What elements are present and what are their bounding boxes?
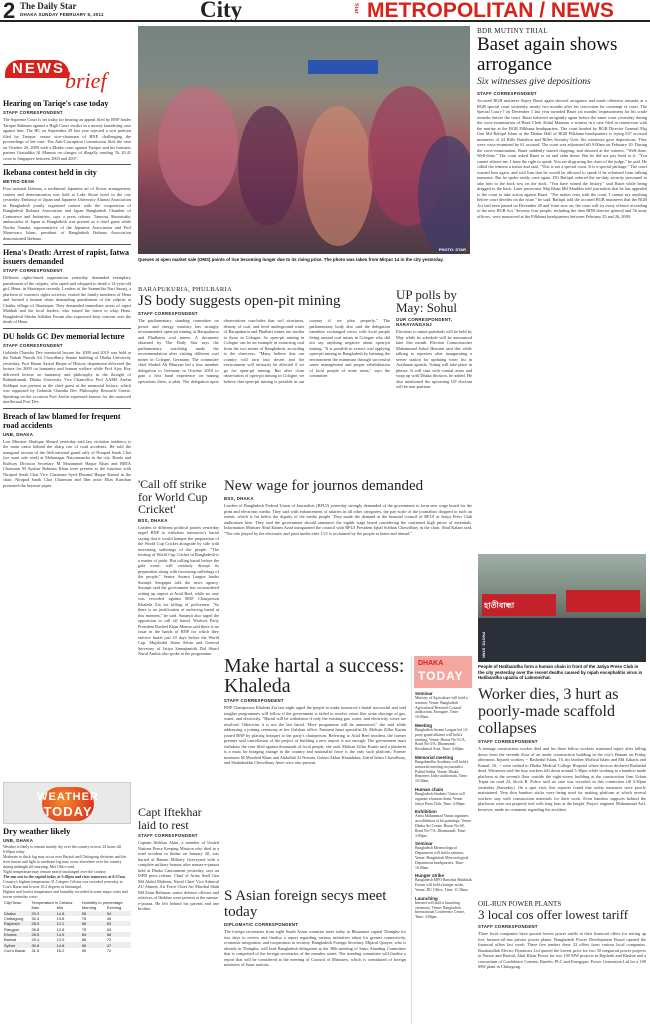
brief-body: Law Minister Shafique Ahmed yesterday said law violation tendency is the main cause behind the sharp rise of road accidents. He told the inaugural session of the fifth national grand rally of Nirapad Sarak Chai (we want safe road) at Mohanagar Natyamancha in the city. Roads and Railway Division Secretary M Mozammel Haque Khan and BRTA Chairman M Ayubur Rahman Khan were present at the function with Nirapad Sarak Chai Vice Chairman Syed Ebsanul Haque Kamal in the chair. Nirapad Sarak Chai Chairman and film actor Elias Kanchan presented the keynote paper. bbox=[3, 438, 131, 488]
divider bbox=[3, 244, 131, 245]
wage-article bbox=[224, 478, 472, 643]
table-cell: Khulna bbox=[4, 931, 17, 937]
hartal-body: BNP Chairperson Khaleda Zia last night urged the people to make tomorrow's hartal successful and said tougher programmes will follow if the government is failed to resolve crises like acute shortage of gas, water, and electricity. "Hartal will be withdrawn if only the existing gas, water, and electricity crises are resolved. Otherwise it is not the last hartal. More programme will be announced," she said while addressing a joining ceremony at her Gulshan office. Eminent heart specialist Dr Mohsin Zillur Karim joined BNP by placing bouquet to the party's chairperson. Referring to Arial Beel incident, the former premier said cancellation of the project of building a new airport is not enough. The government must withdraw the case filed against thousands of local people, she said. Mohsin Zillur Karim said a platform is a must for bringing change in the country and nationalist force is the only such platform. Former ministers M Morshed Khan and Abdullah Al Noman, Golam Akbar Khandaker, Zafrul Islam Chowdhury, and Shahiduddin Chowdhury Anee were also present. bbox=[224, 705, 406, 765]
weather-table bbox=[3, 900, 131, 953]
oil-body: Three local companies have quoted lowest power tariffs in their financial offers for setting up five furnace-oil-run private power plants. Bangladesh Power Development Board opened the financial offers last week. These five tenders drew 23 offers from various local companies. Barakatullah Electro Dynamics Ltd quoted the lowest price for two 50 megawatt power projects in Natore and Barisal, Abul Khair Power for two 100 MW projects in Rajshahi and Khulna and a consortium of Confidence Cement, Burelec PLC and Energypac Power Generation Ltd for a 100 MW plant in Chittagong. bbox=[478, 931, 646, 969]
table-cell: 63 bbox=[106, 926, 112, 932]
event-detail: Bangladesh Meteorological Department will hold a seminar, Venue: Bangladesh Meteorological Department headquarters, Time: 10:00am. bbox=[415, 846, 469, 870]
weather-sub-morning: Morning bbox=[81, 905, 97, 911]
brief-headline: Hena's Death: Arrest of rapist, fatwa issuers demanded bbox=[3, 248, 130, 266]
table-cell: 75 bbox=[81, 916, 87, 922]
photo-crowd-svg bbox=[138, 26, 470, 254]
oms-queue-photo bbox=[138, 26, 470, 254]
table-cell: 14.8 bbox=[56, 942, 65, 948]
event-detail: Bangladesh MPO Banchita Shikkhak Forum will hold a hunger strike, Venue: DU Office, Time: 11:30am. bbox=[415, 878, 472, 892]
bdr-article bbox=[477, 27, 647, 557]
cwc-article bbox=[138, 478, 219, 803]
brief-byline: METRO DESK bbox=[3, 179, 35, 184]
brief-headline: DU holds GC Dev memorial lecture bbox=[3, 331, 125, 341]
dateline: DHAKA SUNDAY FEBRUARY 6, 2011 bbox=[20, 12, 104, 17]
newspaper-name: The Daily Star bbox=[20, 1, 77, 11]
brief-item bbox=[3, 328, 131, 405]
table-cell: 16.2 bbox=[56, 947, 65, 953]
weather-byline: UNB, DHAKA bbox=[3, 838, 34, 843]
table-cell: 13.9 bbox=[56, 937, 65, 943]
table-cell: 14.8 bbox=[56, 910, 65, 916]
dhaka-today-box bbox=[411, 656, 472, 1024]
event-type: Seminar bbox=[415, 841, 433, 847]
page-number: 2 bbox=[3, 0, 16, 23]
bdr-byline: STAFF CORRESPONDENT bbox=[477, 91, 537, 96]
hartal-byline: STAFF CORRESPONDENT bbox=[224, 698, 284, 703]
table-cell: 45 bbox=[106, 916, 112, 922]
jsbody-byline: STAFF CORRESPONDENT bbox=[138, 311, 198, 316]
table-cell: 28.5 bbox=[31, 931, 40, 937]
table-cell: 14.5 bbox=[56, 931, 65, 937]
wage-byline: BSS, DHAKA bbox=[224, 496, 254, 501]
photo2-caption: People of Hatibandha form a human chain in front of the Jatiya Press Club in the city yesterday over the recent deaths caused by nipah encephalitis virus in Hatibandha upazila of Lalmonirhat. bbox=[478, 664, 643, 680]
wage-body: Leaders of Bangladesh Federal Union of Journalists (BFUJ) yesterday strongly demanded of the government to form new wage board for the print and electronic media. They said with enhancement of salaries in all other categories, the pay-scale of the journalists dropped to such an extent, which is far below the dignity of the media people. They made the demand at the biennial council of BFUJ at Jatiya Press Club auditorium here. They said the government should announce the eighth wage board considering the continued high prices of essentials. Information Minister Abul Kalam Azad inaugurated the council with BFUJ President Iqbal Sobhan Chowdhury in the chair. Abul Kalam said, "The role played by the electronic and print media after 1/11 is acclaimed by the people at home and abroad." bbox=[224, 503, 472, 536]
table-cell: Cox's Bazar bbox=[4, 947, 26, 953]
weather-sub-min: Min bbox=[56, 905, 64, 911]
weather-logo-1: WEATHER bbox=[37, 791, 99, 803]
worker-body: A teenage construction worker died and his three fellow workers sustained injury after falling down from the seventh floor of an under construction building in the city's Banani on Friday afternoon. Injured workers -- Rashedul Islam, 16, his brother Mofizul Islam and Md Zakaria and Kamal, 16, -- were rushed to Dhaka Medical College Hospital where doctors declared Rashedul dead. Witnesses said the four workers fell down around 5:30pm while working at a bamboo made platform at the seventh floor outside the eight-storey building at the construction firm Urban Topaz on road 23, block B. Police said no case was recorded in this connection till 3:30pm yesterday (Saturday). On a spot visit, this reporter found that safety measures were poorly maintained. Very thin bamboo sticks were being used for making platform at which several workers stay with construction materials for their work. Even bamboo supports behind the platforms were not properly tied with long bars at the height. Project engineer Mohammad Arif, however, made no comment regarding the accident. bbox=[478, 746, 646, 812]
event-detail: Internet will hold a launching ceremony, Venue: Bangladesh International Conference Centre, Time: 4:00pm. bbox=[415, 900, 465, 920]
brief-byline: STAFF CORRESPONDENT bbox=[3, 110, 63, 115]
up-byline: OUR CORRESPONDENT, NARAYANGANJ bbox=[396, 317, 453, 327]
brief-headline: Hearing on Tariqe's case today bbox=[3, 99, 109, 108]
oil-byline: STAFF CORRESPONDENT bbox=[478, 924, 538, 929]
up-body: Elections to union parishads will be held by May while its schedule will be announced later this month. Election Commissioner Muhammad Sohul Hussain said this while talking to reporters after inaugurating a server station for updating voter list in Araihazar upazila. Voting will take place in phases. It will start with coastal areas and wrap up with Dhaka division, he added. He also mentioned the upcoming UP election will be non-partisan. bbox=[396, 329, 472, 389]
worker-byline: STAFF CORRESPONDENT bbox=[478, 739, 538, 744]
table-row bbox=[3, 948, 131, 953]
table-cell: 86 bbox=[81, 937, 87, 943]
iftekhar-article bbox=[138, 806, 219, 1024]
table-cell: 55 bbox=[81, 910, 87, 916]
weather-logo-2: TODAY bbox=[43, 804, 93, 819]
dhaka-today-logo bbox=[414, 656, 472, 688]
divider bbox=[3, 328, 131, 329]
weather-line: The sun sets in the capital today at 5:48pm and rises tomorrow at 6:37am. bbox=[3, 875, 126, 879]
brief-headline: Ikebana contest held in city bbox=[3, 168, 97, 177]
event-type: Hunger strike bbox=[415, 873, 445, 879]
table-cell: 85 bbox=[81, 921, 87, 927]
brief-item bbox=[3, 408, 131, 489]
event-type: Seminar bbox=[415, 691, 433, 696]
event-detail: Ministry of Agriculture will hold a seminar, Venue: Bangladesh Agricultural Research Council auditorium, Farmgate, Time: 10:00am. bbox=[415, 696, 468, 720]
jsbody-article bbox=[138, 286, 390, 474]
brief-item bbox=[3, 164, 131, 241]
event-detail: Bangladesh Students' Union will organise a human chain, Venue: Jatiya Press Club, Time: 4:00pm. bbox=[415, 791, 466, 806]
event-detail: Bangladesh Awami League led 14-party grand alliance will hold a meeting, Venue: House No-51/A, Road No-3/A, Dhanmondi Residential Area, Time: 4:00pm. bbox=[415, 727, 469, 752]
table-cell: 47 bbox=[106, 942, 112, 948]
brief-byline: UNB, DHAKA bbox=[3, 431, 34, 437]
table-cell: 84 bbox=[81, 931, 87, 937]
saarc-headline: S Asian foreign secys meet today bbox=[224, 888, 387, 920]
weather-line: Weather is likely to remain mainly dry over the country in next 24 hours till 6:00pm today. bbox=[3, 845, 121, 854]
cwc-headline: 'Call off strike for World Cup Cricket' bbox=[138, 478, 208, 516]
brief-item bbox=[3, 244, 131, 325]
divider bbox=[3, 164, 131, 165]
bdr-kicker: BDR MUTINY TRIAL bbox=[477, 27, 548, 35]
table-cell: 56 bbox=[81, 942, 87, 948]
up-headline: UP polls by May: Sohul bbox=[396, 288, 458, 315]
event-type: Memorial meeting bbox=[415, 754, 454, 760]
worker-article bbox=[478, 686, 646, 896]
table-cell: 28.5 bbox=[31, 921, 40, 927]
iftekhar-body: Captain Iftekhar Alam, a member of United Nations Peace Keeping Mission who died in a road accident in Sudan on January 30, was buried at Banani Military Graveyard with a complete military honour after namaz-e-janaza held at Dhaka Cantonment yesterday, says an ISPR press release. Chief of Army Staff Gen Md Abdul Mubeen, Naval Chief Vice Admiral ZU Ahmed, Air Force Chief Air Marshal Shah Md Ziaur Rahman, senior defence officers and relatives of Iftekhar were present at the namaz-e-janaza. He left behind his parents and one brother. bbox=[138, 840, 219, 911]
table-cell: 29.4 bbox=[31, 937, 40, 943]
weather-line: Moderate to thick fog may occur over Barisal and Chittagong divisions and the river basins and light to moderate fog may occur elsewhere over the country during midnight till morning, Met Office said. bbox=[3, 855, 127, 869]
saarc-article bbox=[224, 888, 406, 1024]
hartal-headline: Make hartal a success: Khaleda bbox=[224, 656, 405, 697]
news-in-brief-column bbox=[3, 56, 131, 776]
dhaka-today-l1: DHAKA bbox=[418, 660, 444, 667]
bdr-headline: Baset again shows arrogance bbox=[477, 34, 618, 75]
oil-article bbox=[478, 900, 646, 1024]
saarc-byline: DIPLOMATIC CORRESPONDENT bbox=[224, 922, 299, 927]
brief-body: The Supreme Court is set today for hearing an appeal filed by BNP leader Tarique Rahman against a High Court verdict in a money laundering case against him. The HC on September 29 last year rejected a writ petition filed by Tarique, senior vice-chairman of BNP, challenging the proceedings of the case. The Anti-Corruption Commission filed the case on October 26, 2009 with a Dhaka court against Tarique and his business partner Giasuddin Al Mamun on charges of illegally sending Tk 20.41 crore to Singapore between 2003 and 2007. bbox=[3, 117, 131, 161]
weather-headline: Dry weather likely bbox=[3, 826, 71, 836]
saarc-body: The foreign secretaries from eight South Asian countries meet today in Bhutanese capital Thimphu for two days to review and finalise a report regarding various initiatives taken for greater connectivity, economic integration, and cooperation in security. Bangladesh Foreign Secretary Mijarul Quayes, who is already in Thimphu, will lead Bangladesh delegation at the 38th meeting of Saarc Standing Committee that is comprised of the foreign secretaries of the member states. The standing committee will finalise a report that will be considered at the meeting of Council of Ministers, which is constituted of foreign ministers of Saarc nations. bbox=[224, 929, 406, 967]
weather-text bbox=[3, 845, 131, 900]
worker-headline: Worker dies, 3 hurt as poorly-made scaffold collapses bbox=[478, 686, 619, 737]
jsbody-body: The parliamentary standing committee on power and energy ministry has strongly recommended open-pit mining at Barapukuria and Phulbaria coal mines. A document obtained by The Daily Star says the parliamentary watchdog made the recommendation after visiting different coal mines in Cologne, Germany. The committee chief Shubid Ali Bhuiyan led a four member delegation to Germany in October 2010 to gain a first hand experience on mining operations there, it adds. The delegation upon observations concludes that soil structures, density of coal, and level underground water of Barapukuria and Phulbari mines are similar to those in Cologne. So open-pit mining in Cologne can be an example in extracting coal from the two mines of Bangladesh, according to the observers. "Many believe that our country will turn into desert and the environment will seriously be affected if we go for open-pit mining. But after close observation of open-pit mining in Cologne, we believe that open-pit mining is possible in our country if we plan properly." The parliamentary body also said the delegation members exchanged views with local people living around coal mines in Cologne who did not say anything negative about open-pit mining. "It is possible to extract coal applying open-pit mining in Bangladesh by harming the environment the minimum through successful water management and proper rehabilitation of local people of mine areas," says the committee. bbox=[138, 318, 390, 384]
hartal-article bbox=[224, 656, 406, 888]
event-type: Launching bbox=[415, 895, 438, 901]
event-type: Human chain bbox=[415, 786, 444, 792]
table-cell: 75 bbox=[81, 926, 87, 932]
event-detail: Artist Muhammad Yunus organises an exhibition of his paintings, Venue: Dhaka Art Center, House No-60, Road No-7/A, Dhanmondi, Time: 3:00pm. bbox=[415, 814, 472, 838]
table-cell: 72 bbox=[106, 947, 112, 953]
human-chain-photo bbox=[478, 554, 646, 662]
brand-mark: Star bbox=[353, 3, 359, 14]
weather-col-humidity: Humidity in percentage bbox=[81, 900, 123, 906]
brief-headline: Breach of law blamed for frequent road accidents bbox=[3, 411, 121, 430]
page-header bbox=[0, 0, 650, 22]
brief-body: First national Ikebana, a traditional Japanese art of flower arrangement, contest and demonstration was held at Lake Shore hotel in the city yesterday. Embassy of Japan and Japanese University Alumni Association in Bangladesh jointly organised contest with the cooperation of Bangladesh Ikebana Association and Japan Bangladesh Chamber of Commerce and Industries, says a press release. Tamotsu Shinotsuka, ambassador of Japan to Bangladesh was present as a chief guest while Noriko Tanaka, representative of the Japanese Association and Prof Monowara Islam, president of Bangladesh Ikebana Association demonstrated Ikebana. bbox=[3, 186, 131, 241]
jsbody-headline: JS body suggests open-pit mining bbox=[138, 293, 341, 309]
brief-items bbox=[3, 99, 131, 488]
wage-headline: New wage for journos demanded bbox=[224, 478, 424, 494]
event-type: Meeting bbox=[415, 722, 433, 728]
table-cell: 54 bbox=[106, 910, 112, 916]
weather-line: Night temperature may remain nearly unchanged over the country. bbox=[3, 870, 107, 874]
weather-sub-max: Max bbox=[31, 905, 40, 911]
table-cell: 30.4 bbox=[31, 916, 40, 922]
brief-byline: STAFF CORRESPONDENT bbox=[3, 342, 63, 348]
table-cell: Chittagong bbox=[4, 916, 24, 922]
brief-body: Different rights-based organisation yesterday demanded exemplary punishment of the culprits, who raped and whipped to death a 14-year-old girl, Hena, in Shariatpur recently. Leaders of the Sammilita Nari Samaj, a platform of women's rights activists, visited the family members of Hena and formed a human chain demanding punishment of the culprits at Chaiku village of Shariatpur. They demanded immediate arrest of rapist Mahbub and the local leaders, who issued the fatwa to whip Hena. Bangladesh Shishu Adhikar Forum also expressed deep concern over the death of Hena. bbox=[3, 275, 131, 324]
banner-text: হাতীবান্ধা bbox=[484, 601, 515, 610]
brief-item bbox=[3, 99, 131, 161]
weather-line: Country's highest temperature 31.5 degree Celsius was recorded yesterday at Cox's Bazar and lowest 10.2 degrees at Srimangal. bbox=[3, 880, 123, 889]
iftekhar-headline: Capt Iftekhar laid to rest bbox=[138, 806, 202, 832]
brief-banner bbox=[3, 56, 131, 96]
cwc-body: Leaders of different political parties yesterday urged BNP to withdraw tomorrow's hartal saying that it would hamper the preparation of the World Cup Cricket alongside by side with increasing sufferings of the people. "The hosting of World Cup Cricket in Bangladesh is a matter of pride. But calling hartal before the gala event, will certainly disrupt its preparation along with increasing sufferings of the people," Senior Awami League leader Suranjit Sengupta told the news agency. Suranjit said the government has reconsidered setting up airport at Arial Beel, while no case was recorded against BNP Chairperson Khaleda Zia for killing of policemen. "So there is no justification of enforcing hartal at this moment," he said. Sunanjit also urged the opposition to call off hartal. Workers Party President Rashed Khan Menon said there is no issue in the hands of BNP for which they enforce hartal just 10 days before the World Cup. Mujahidul Islam Selim and General Secretary of Jatiya Samajtantrik Dal Sharif Nurul Ambia also spoke at the programme. bbox=[138, 524, 219, 656]
oil-headline: 3 local cos offer lowest tariff bbox=[478, 907, 629, 922]
table-cell: 29.3 bbox=[31, 910, 40, 916]
table-cell: 72 bbox=[106, 937, 112, 943]
weather-sub-evening: Evening bbox=[106, 905, 122, 911]
table-cell: Dhaka bbox=[4, 910, 16, 916]
brief-byline: STAFF CORRESPONDENT bbox=[3, 268, 63, 273]
weather-logo bbox=[3, 782, 131, 824]
table-cell: 31.5 bbox=[31, 947, 40, 953]
table-cell: 26.8 bbox=[31, 926, 40, 932]
weather-box bbox=[3, 782, 131, 1024]
photo2-credit: PHOTO: STAR bbox=[481, 632, 486, 658]
event-list bbox=[412, 691, 472, 920]
page-title: METROPOLITAN / NEWS bbox=[367, 0, 614, 22]
event-detail: Bangabandhu Academy will hold a memorial meeting on journalist Pahlul Sobha, Venue: Dhaka Reporters Unity auditorium, Time: 10:30am. bbox=[415, 759, 469, 784]
cwc-byline: BSS, DHAKA bbox=[138, 517, 168, 523]
event-type: Exhibition bbox=[415, 809, 437, 815]
jsbody-kicker: BARAPUKURIA, PHULBARIA bbox=[138, 286, 232, 293]
table-cell: 12.2 bbox=[56, 921, 65, 927]
divider bbox=[3, 408, 131, 409]
weather-col-city: City/Town bbox=[4, 900, 22, 906]
up-polls-article bbox=[396, 288, 472, 474]
table-cell: Sylhet bbox=[4, 942, 16, 948]
table-cell: Rangpur bbox=[4, 926, 20, 932]
bdr-body: Accused BGB mutineer Sepoy Baset again showed arrogance and made offensive remarks at a BGB special court yesterday, nearly two months after his conviction for contempt of court. The Special Court-7 on December 1 last year awarded Baset six months' imprisonment for his crude remarks before the court. Baset behaved arrogantly again before the same court yesterday during the cross-examination of Head Clerk Abdul Mannan, a witness in a case filed in connection with the mutiny at the BGB Pilkhana headquarters. The court headed by BGB Director General Maj Gen Md Rafiqul Islam at the Darbar Hall of BGB Pilkhana headquarters is trying 637 accused mutineers of 24 Rifle Battalion and Rifles Security Unit. Six witnesses gave depositions. They were cross-examined by 61 accused. The court was adjourned till 9:00am on February 10. During the cross-examination, Baset suddenly started clapping, and shouted at the witness, "Well-done, Well-done." The court asked Baset to sit and calm down. But he did not pay heed to it. "You cannot silence me. I have the right to speak. You are disgracing the chair of the judge," he said. He called the witness a traitor and said, "This is not a special court. It is a special package." The court warned him again, and told him that he would be allowed to speak if he refrained from talking nonsense. But he spoke rashly once again. DG Rafiqul ordered the on-duty security personnel to take him to the back row on the dock. "You have ruined the history," said Baset while being dragged to the back. Later prosecutor Maj Khan Md Abuddin told journalists that he has appealed to the court to take action against Baset. "The matter rests with the court. I cannot say anything before court decides on the issue," he said. Rafiqul told the accused BGB mutineers that the BGB Act had been passed on December 20 and 'from now on, the court will try every offence according to the new BGB Act.' Seventy four people, including the then BDR director general and 56 army officers, were massacred at the Pilkhana headquarters between February 25 and 26, 2009. bbox=[477, 98, 647, 219]
bdr-deck: Six witnesses give depositions bbox=[477, 77, 591, 87]
iftekhar-byline: STAFF CORRESPONDENT bbox=[138, 833, 198, 838]
table-cell: 12.8 bbox=[56, 926, 65, 932]
table-cell: 58 bbox=[106, 931, 112, 937]
section-title: City bbox=[200, 0, 243, 22]
oil-kicker: OIL-RUN POWER PLANTS bbox=[478, 900, 562, 908]
table-cell: 59 bbox=[81, 947, 87, 953]
brief-body: Gobinda Chandra Dev memorial lecture for 2009 and 2010 was held at the Nabab Nawab Ali Chowdhury Senate building of Dhaka University yesterday. Prof Hasan Azizul Haque of History department delivered the lecture for 2009 on humanity and human welfare while Prof Ajoy Roy delivered lecture on humanity and philosophy in the thought of Rabindranath. Dhaka University Vice Chancellor Prof AAMS Arefin Siddique was present as the chief guest at the memorial lecture, which was organised by Gobinda Chandra Dev Philosophy Research Centre. Speaking on the occasion Prof Arefin expressed honour for the martyred intellectual Prof Dev. bbox=[3, 349, 131, 404]
brief-title-2: brief bbox=[65, 68, 107, 93]
brief-title-1: NEWS IN bbox=[12, 60, 91, 77]
table-cell: 30.8 bbox=[31, 942, 40, 948]
table-cell: Rajshahi bbox=[4, 921, 20, 927]
weather-col-temp: Temperature in Celsius bbox=[31, 900, 73, 906]
table-cell: 13.8 bbox=[56, 916, 65, 922]
photo1-credit: PHOTO: STAR bbox=[438, 246, 466, 252]
dhaka-today-l2: TODAY bbox=[418, 669, 464, 683]
weather-line: Highest and lowest temperature and humidity recorded in some major cities and towns yesterday were: bbox=[3, 890, 128, 899]
table-cell: 63 bbox=[106, 921, 112, 927]
table-cell: Barisal bbox=[4, 937, 17, 943]
photo1-caption: Queues at open market sale (OMS) points of rice becoming longer due to its rising price. The photo was taken from Mirpur 14 in the city yesterday. bbox=[138, 257, 444, 262]
